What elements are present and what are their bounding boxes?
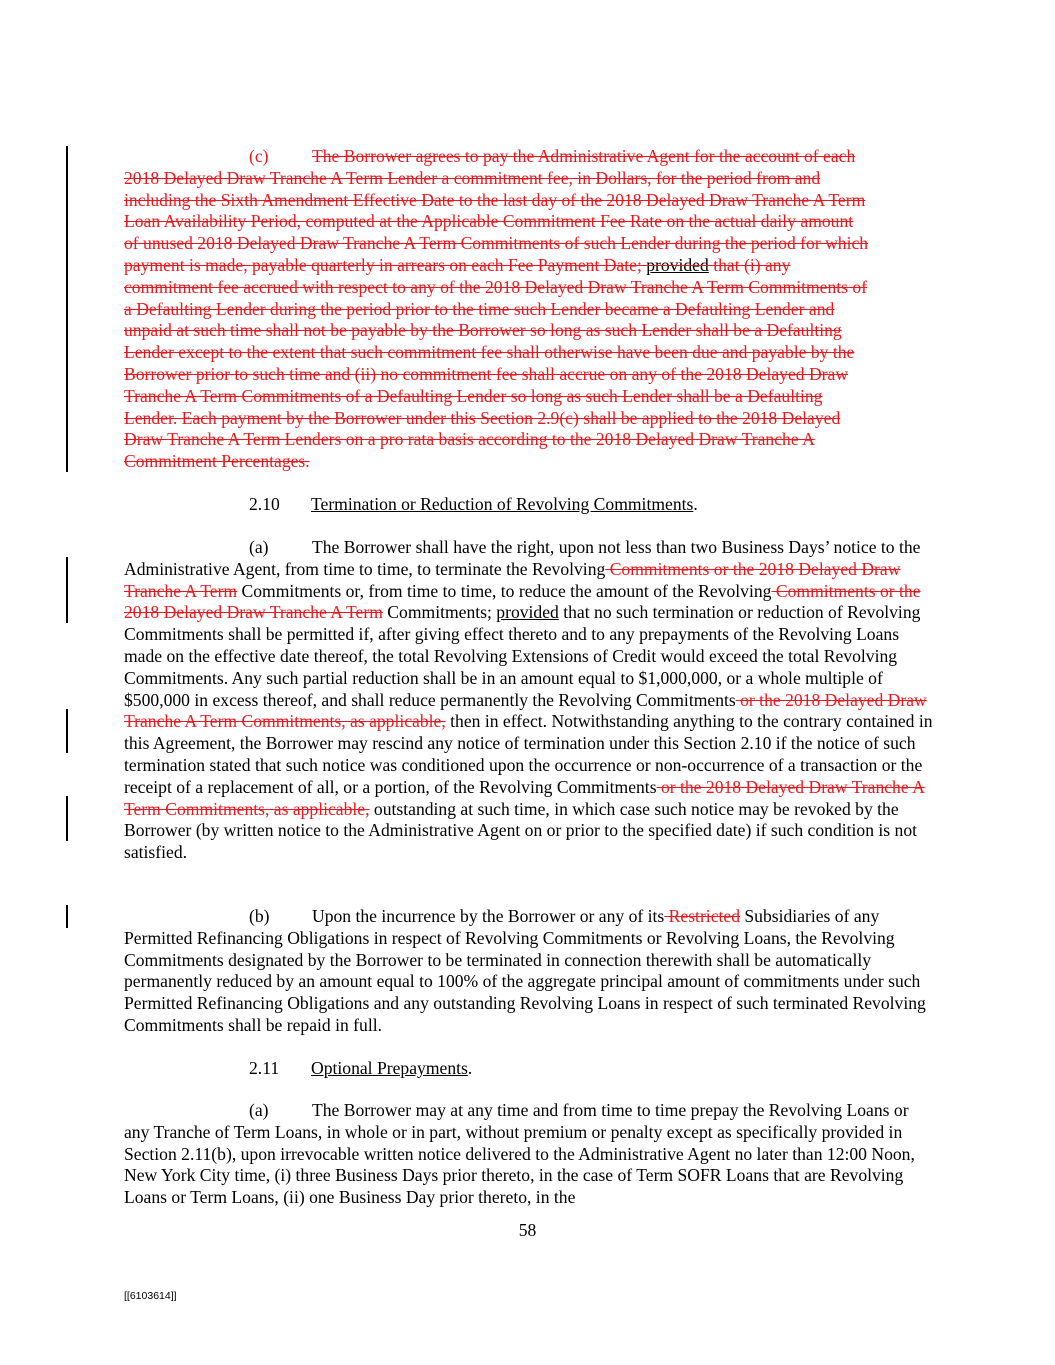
document-id: [[6103614]] [124,1290,177,1302]
change-bar [66,905,68,928]
paragraph-2-11-a: (a) The Borrower may at any time and from time to time prepay the Revolving Loans or any Tranche of Term Loans, in whole or in part, without premium or penalty except as specifically provided in Section 2.11(b), upon irrevocable written notice delivered to the Administrative Agent no later than 12:00 Noon, New York City time, (i) three Business Days prior thereto, in the case of Term SOFR Loans that are Revolving Loans or Term Loans, (ii) one Business Day prior thereto, in the [124,1100,915,1208]
section-heading-2-10: 2.10 Termination or Reduction of Revolving Commitments. [249,494,698,514]
paragraph-2-10-a: (a) The Borrower shall have the right, upon not less than two Business Days’ notice to the Administrative Agent, from time to time, to terminate the Revolving Commitments or the 2018 Delayed Draw Tranche A Term Commitments or, from time to time, to reduce the amount of the Revolving Commitments or the 2018 Delayed Draw Tranche A Term Commitments; provided that no such termination or reduction of Revolving Commitments shall be permitted if, after giving effect thereto and to any prepayments of the Revolving Loans made on the effective date thereof, the total Revolving Extensions of Credit would exceed the total Revolving Commitments. Any such partial reduction shall be in an amount equal to $1,000,000, or a whole multiple of $500,000 in excess thereof, and shall reduce permanently the Revolving Commitments or the 2018 Delayed Draw Tranche A Term Commitments, as applicable, then in effect. Notwithstanding anything to the contrary contained in this Agreement, the Borrower may rescind any notice of termination under this Section 2.10 if the notice of such termination stated that such notice was conditioned upon the occurrence or non-occurrence of a transaction or the receipt of a replacement of all, or a portion, of the Revolving Commitments or the 2018 Delayed Draw Tranche A Term Commitments, as applicable, outstanding at such time, in which case such notice may be revoked by the Borrower (by written notice to the Administrative Agent on or prior to the specified date) if such condition is not satisfied. [124,537,933,863]
paragraph-2-10-b: (b) Upon the incurrence by the Borrower or any of its Restricted Subsidiaries of any Permitted Refinancing Obligations in respect of Revolving Commitments or Revolving Loans, the Revolving Commitments designated by the Borrower to be terminated in connection therewith shall be automatically permanently reduced by an amount equal to 100% of the aggregate principal amount of commitments under such Permitted Refinancing Obligations and any outstanding Revolving Loans in respect of such terminated Revolving Commitments shall be repaid in full. [124,906,926,1035]
section-title: Termination or Reduction of Revolving Commitments [311,494,694,514]
change-bar [66,146,68,472]
change-bar [66,557,68,623]
paragraph-c-deleted: (c) The Borrower agrees to pay the Administrative Agent for the account of each 2018 Delayed Draw Tranche A Term Lender a commitment fee, in Dollars, for the period from and including the Sixth Amendment Effective Date to the last day of the 2018 Delayed Draw Tranche A Term Loan Availability Period, computed at the Applicable Commitment Fee Rate on the actual daily amount of unused 2018 Delayed Draw Tranche A Term Commitments of such Lender during the period for which payment is made, payable quarterly in arrears on each Fee Payment Date; provided that (i) any commitment fee accrued with respect to any of the 2018 Delayed Draw Tranche A Term Commitments of a Defaulting Lender during the period prior to the time such Lender became a Defaulting Lender and unpaid at such time shall not be payable by the Borrower so long as such Lender shall be a Defaulting Lender except to the extent that such commitment fee shall otherwise have been due and payable by the Borrower prior to such time and (ii) no commitment fee shall accrue on any of the 2018 Delayed Draw Tranche A Term Commitments of a Defaulting Lender so long as such Lender shall be a Defaulting Lender. Each payment by the Borrower under this Section 2.9(c) shall be applied to the 2018 Delayed Draw Tranche A Term Lenders on a pro rata basis according to the 2018 Delayed Draw Tranche A Commitment Percentages. [124,146,869,472]
change-bar [66,709,68,753]
section-title: Optional Prepayments [311,1058,468,1078]
section-heading-2-11: 2.11 Optional Prepayments. [249,1058,473,1078]
page-number: 58 [518,1220,537,1240]
change-bar [66,796,68,841]
